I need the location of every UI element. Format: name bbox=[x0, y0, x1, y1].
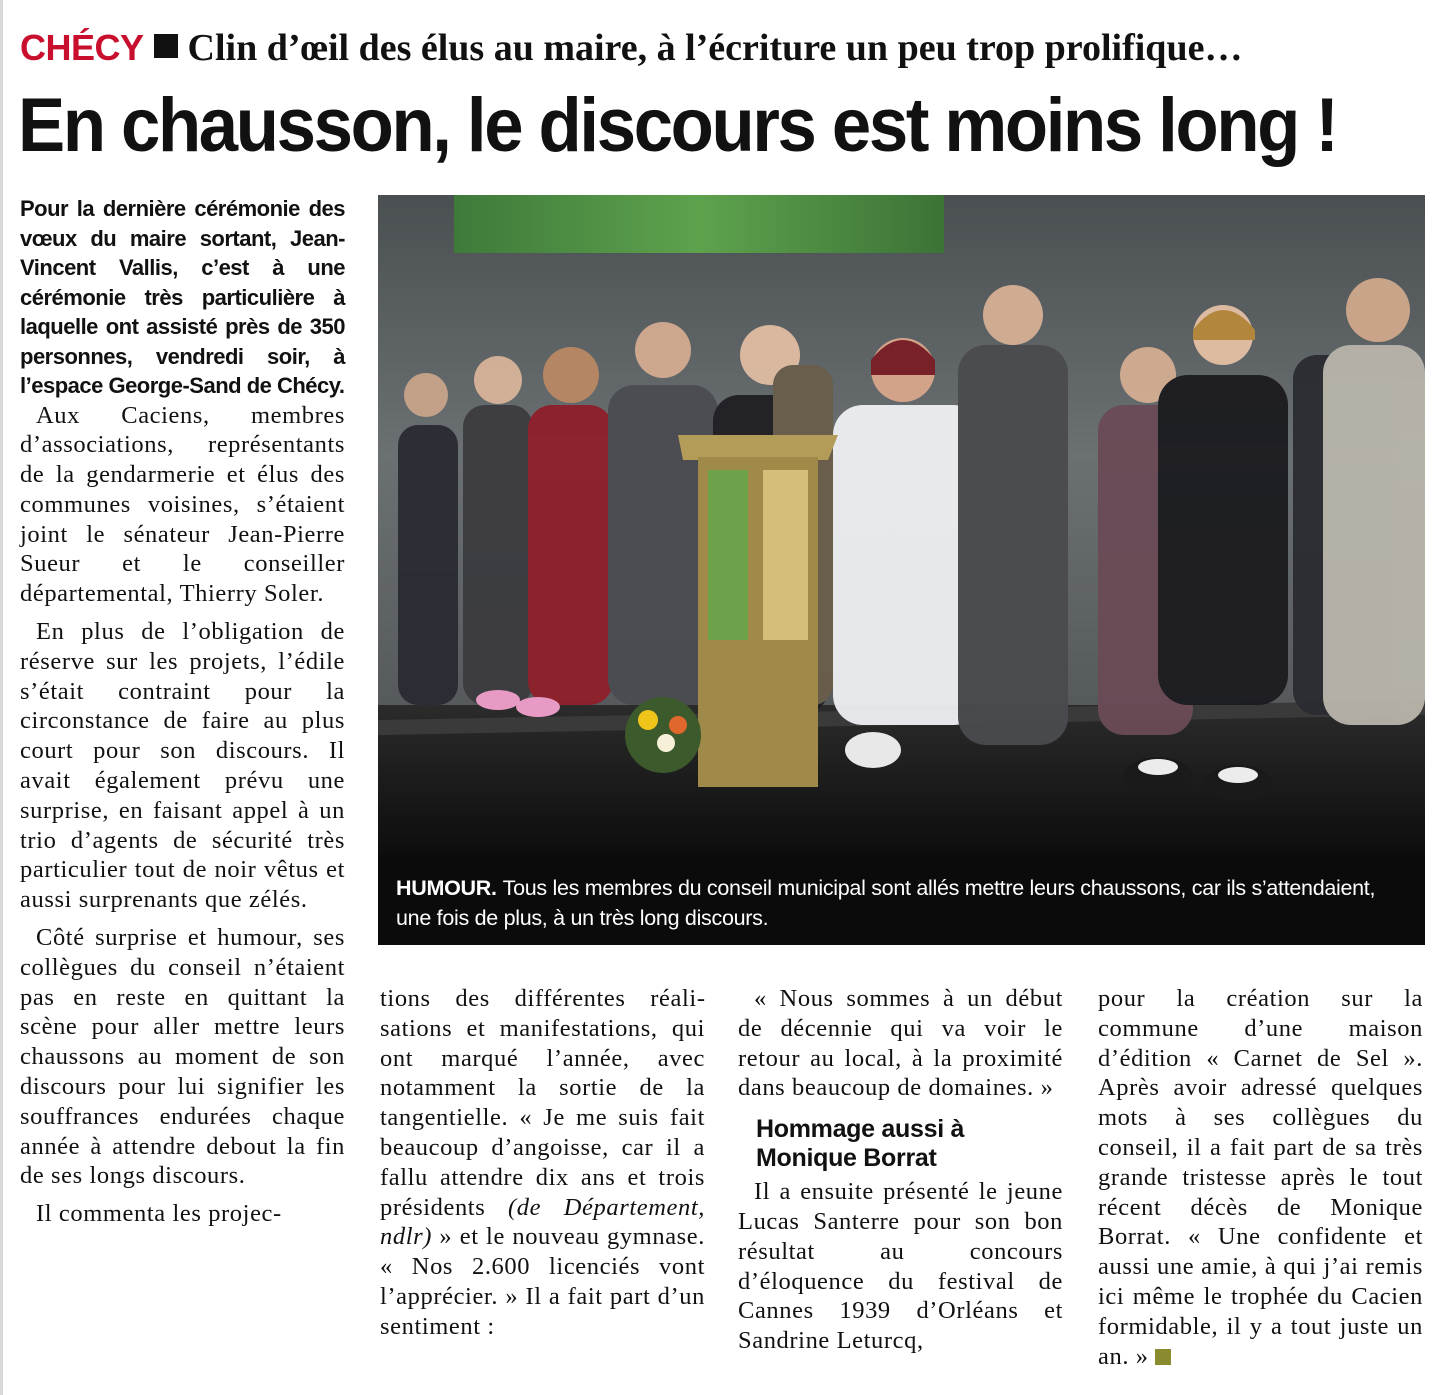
body-paragraph: Côté surprise et humour, ses collègues du conseil n’étaient pas en reste en quittant la scène pour aller mettre leurs chaussons au moment de son discours pour lui signifier les souffrances endurées chaque année à attendre debout la fin de ses longs discours. bbox=[20, 924, 345, 1190]
body-paragraph: En plus de l’obligation de réserve sur les projets, l’édile s’était contraint pour la circonstance de faire au plus court pour son discours. Il avait également prévu une surprise, en faisant appel à un trio d’agents de sécurité très particulier tout de noir vêtus et aussi surprenants que zélés. bbox=[20, 618, 345, 914]
column-left bbox=[20, 194, 345, 1229]
headline: En chausson, le discours est moins long ! bbox=[18, 83, 1337, 168]
body-paragraph: Il commenta les projec- bbox=[36, 1200, 282, 1228]
photo-stage-scene bbox=[378, 195, 1425, 855]
body-text: tions des différentes réalisations et manifestations, qui ont marqué l’année, avec notamment la sortie de la tangentielle. « Je me suis fait beaucoup d’angoisse, car il a fallu attendre dix ans et trois présidents bbox=[380, 985, 705, 1221]
column-3 bbox=[738, 984, 1063, 1356]
deck-text: Clin d’œil des élus au maire, à l’écriture un peu trop prolifique… bbox=[187, 27, 1243, 69]
article-photo bbox=[378, 195, 1425, 945]
caption-label: HUMOUR. bbox=[396, 876, 497, 900]
caption-text: Tous les membres du conseil municipal sont allés mettre leurs chaussons, car ils s’attendaient, une fois de plus, à un très long discours. bbox=[396, 876, 1376, 930]
subhead: Hommage aussi à Monique Borrat bbox=[756, 1115, 965, 1173]
body-paragraph: Il a ensuite présenté le jeune Lucas Santerre pour son bon résultat au concours d’éloquence du festival de Cannes 1939 d’Orléans et Sandrine Leturcq, bbox=[738, 1178, 1063, 1355]
body-paragraph: Aux Caciens, membres d’associations, représentants de la gendarmerie et élus des communes voisines, s’étaient joint le sénateur Jean-Pierre Sueur et le conseiller départemental, Thierry Soler. bbox=[20, 401, 345, 608]
body-text: » et le nouveau gymnase. « Nos 2.600 licenciés vont l’apprécier. » Il a fait part d’un sentiment : bbox=[380, 1223, 705, 1340]
page-edge bbox=[0, 0, 3, 1395]
quote-paragraph: « Nous sommes à un début de décennie qui va voir le retour au local, à la proximité dans beaucoup de domaines. » bbox=[738, 985, 1063, 1102]
end-square-icon bbox=[1155, 1349, 1171, 1365]
body-paragraph bbox=[380, 984, 705, 1342]
photo-caption bbox=[396, 873, 1406, 933]
square-bullet-icon bbox=[154, 34, 178, 58]
body-text: pour la création sur la commune d’une maison d’édition « Carnet de Sel ». Après avoir adressé quelques mots à ses collègues du conseil, il a fait part de sa très grande tristesse après le tout récent décès de Monique Borrat. « Une confidente et aussi une amie, à qui j’ai remis ici même le trophée du Cacien formidable, il y a tout juste un an. » bbox=[1098, 985, 1423, 1370]
place-label: CHÉCY bbox=[20, 27, 144, 68]
lead-paragraph: Pour la dernière cérémonie des vœux du maire sortant, Jean-Vincent Vallis, c’est à une cérémonie très particulière à laquelle ont assisté près de 350 personnes, vendredi soir, à l’espace George-Sand de Chécy. bbox=[20, 196, 345, 398]
body-paragraph bbox=[1098, 984, 1423, 1371]
column-2 bbox=[380, 984, 705, 1342]
column-4 bbox=[1098, 984, 1423, 1371]
editor-note: (de Département, ndlr) bbox=[380, 1193, 705, 1251]
kicker-line bbox=[20, 22, 1420, 72]
